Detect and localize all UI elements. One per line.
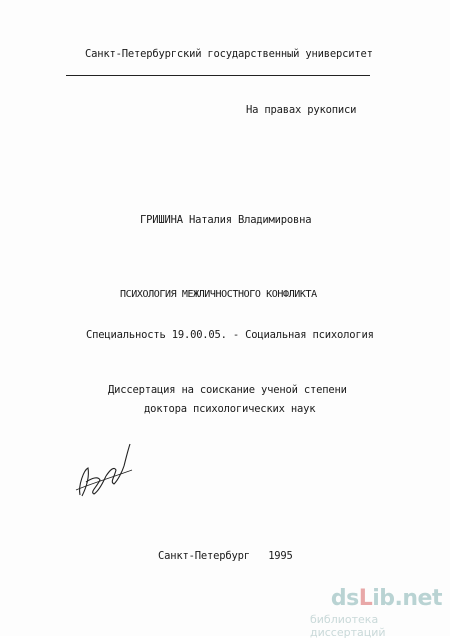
manuscript-rights: На правах рукописи <box>246 104 357 116</box>
city-year: Санкт-Петербург 1995 <box>158 550 293 562</box>
handwritten-signature <box>70 440 136 500</box>
author-name: ГРИШИНА Наталия Владимировна <box>140 214 312 226</box>
header-rule <box>66 75 370 76</box>
degree-line-2: доктора психологических наук <box>144 403 316 415</box>
dissertation-title: ПСИХОЛОГИЯ МЕЖЛИЧНОСТНОГО КОНФЛИКТА <box>120 289 317 300</box>
dslib-subtitle: библиотека диссертаций <box>310 613 386 639</box>
degree-line-1: Диссертация на соискание ученой степени <box>108 384 347 396</box>
specialty-line: Специальность 19.00.05. - Социальная психология <box>86 329 374 341</box>
university-name: Санкт-Петербургский государственный университет <box>85 48 373 60</box>
dslib-watermark <box>310 586 448 639</box>
dslib-logo: dsLib.net <box>330 586 442 611</box>
